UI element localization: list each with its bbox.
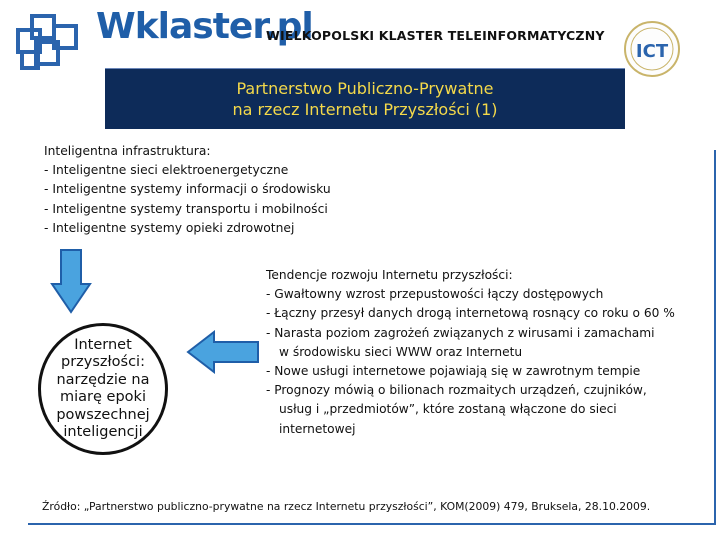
trend-line: - Nowe usługi internetowe pojawiają się w zawrotnym tempie [266, 364, 641, 379]
title-line-1: Partnerstwo Publiczno-Prywatne [236, 79, 494, 98]
circle-line: powszechnej [56, 406, 150, 423]
infrastructure-item: - Inteligentne sieci elektroenergetyczne [44, 163, 289, 178]
circle-line: inteligencji [63, 424, 143, 440]
trends-heading: Tendencje rozwoju Internetu przyszłości: [266, 268, 513, 282]
brand-name: Wklaster.pl [96, 6, 313, 47]
klaster-logo-icon [14, 12, 86, 72]
ict-badge-icon [622, 20, 682, 78]
infrastructure-item: - Inteligentne systemy opieki zdrowotnej [44, 220, 295, 235]
arrow-left-icon [186, 330, 260, 374]
trend-line: - Gwałtowny wzrost przepustowości łączy dostępowych [266, 287, 604, 302]
frame-side-line [714, 150, 716, 525]
trends-section [266, 266, 712, 439]
trend-line: usług i „przedmiotów”, które zostaną włączone do sieci [279, 402, 617, 417]
trend-line: - Narasta poziom zagrożeń związanych z wirusami i zamachami [266, 325, 655, 340]
arrow-down-icon [50, 248, 92, 314]
circle-line: narzędzie na [56, 371, 150, 388]
brand-tagline: WIELKOPOLSKI KLASTER TELEINFORMATYCZNY [266, 28, 605, 43]
source-citation: Źródło: „Partnerstwo publiczno-prywatne na rzecz Internetu przyszłości”, KOM(2009) 479, Bruksela, 28.10.2009. [42, 500, 651, 513]
frame-bottom-line [28, 523, 716, 525]
circle-line: Internet [74, 336, 132, 353]
infrastructure-item: - Inteligentne systemy transportu i mobilności [44, 201, 328, 216]
trend-line: - Łączny przesył danych drogą internetową rosnący co roku o 60 % [266, 306, 675, 321]
circle-line: przyszłości: [61, 354, 145, 370]
slide-title [105, 68, 625, 129]
infrastructure-heading: Inteligentna infrastruktura: [44, 144, 211, 158]
trend-line: internetowej [279, 421, 356, 436]
infrastructure-item: - Inteligentne systemy informacji o środowisku [44, 182, 331, 197]
ict-badge-text: ICT [635, 41, 669, 62]
trend-line: - Prognozy mówią o bilionach rozmaitych urządzeń, czujników, [266, 383, 647, 398]
infrastructure-section [44, 142, 331, 238]
title-line-2: na rzecz Internetu Przyszłości (1) [232, 100, 498, 119]
circle-line: miarę epoki [60, 389, 146, 405]
trend-line: w środowisku sieci WWW oraz Internetu [279, 344, 523, 359]
header [0, 0, 720, 70]
future-internet-circle [38, 323, 168, 455]
